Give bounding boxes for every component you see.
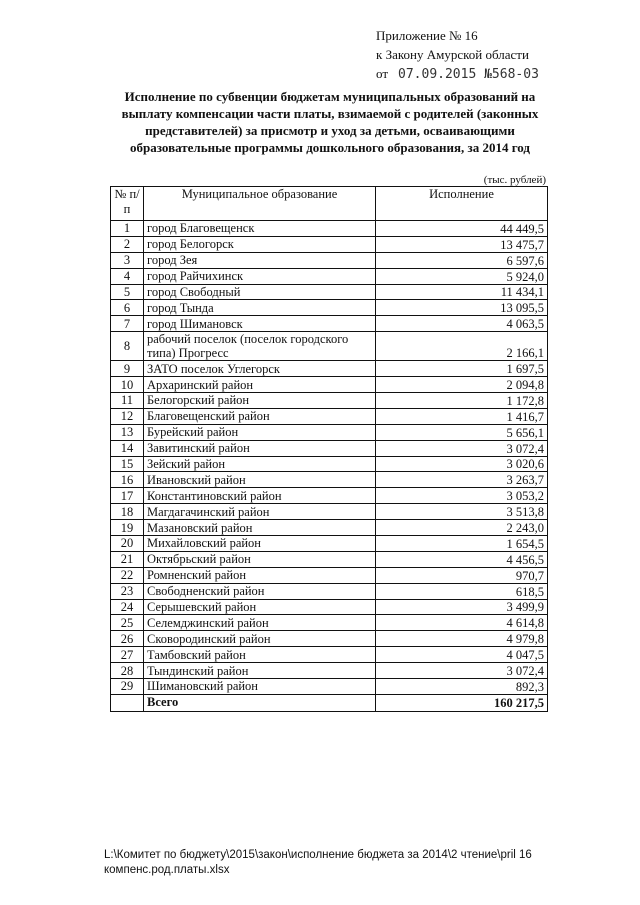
row-municipality: Белогорский район (144, 393, 376, 409)
row-number: 26 (111, 631, 144, 647)
row-municipality: Свободненский район (144, 583, 376, 599)
from-label: от (376, 66, 389, 81)
row-value: 4 979,8 (376, 631, 548, 647)
row-value: 3 020,6 (376, 456, 548, 472)
header-num: № п/п (111, 187, 144, 221)
table-row (111, 393, 548, 409)
row-value: 618,5 (376, 583, 548, 599)
row-number: 4 (111, 268, 144, 284)
table-row (111, 583, 548, 599)
row-number: 2 (111, 236, 144, 252)
row-municipality: Завитинский район (144, 440, 376, 456)
row-value: 6 597,6 (376, 252, 548, 268)
row-number: 13 (111, 424, 144, 440)
row-municipality: город Свободный (144, 284, 376, 300)
header-name: Муниципальное образование (144, 187, 376, 221)
row-number: 18 (111, 504, 144, 520)
row-municipality: город Райчихинск (144, 268, 376, 284)
row-number: 1 (111, 221, 144, 237)
row-value: 2 166,1 (376, 332, 548, 361)
row-value: 892,3 (376, 679, 548, 695)
table-row (111, 440, 548, 456)
table-row (111, 236, 548, 252)
header-value: Исполнение (376, 187, 548, 221)
table-row (111, 252, 548, 268)
table-row (111, 221, 548, 237)
row-number: 8 (111, 332, 144, 361)
table-row (111, 268, 548, 284)
row-number: 15 (111, 456, 144, 472)
total-value: 160 217,5 (376, 694, 548, 711)
row-municipality: Тындинский район (144, 663, 376, 679)
row-value: 4 614,8 (376, 615, 548, 631)
row-number: 16 (111, 472, 144, 488)
table-row (111, 332, 548, 361)
total-label: Всего (144, 694, 376, 711)
row-value: 3 263,7 (376, 472, 548, 488)
table-total-row (111, 694, 548, 711)
row-municipality: город Благовещенск (144, 221, 376, 237)
row-number: 28 (111, 663, 144, 679)
row-municipality: Шимановский район (144, 679, 376, 695)
row-number: 6 (111, 300, 144, 316)
table-row (111, 377, 548, 393)
row-value: 3 072,4 (376, 440, 548, 456)
row-value: 1 697,5 (376, 361, 548, 377)
row-municipality: Михайловский район (144, 536, 376, 552)
table-body (111, 221, 548, 712)
row-municipality: Благовещенский район (144, 408, 376, 424)
row-municipality: Октябрьский район (144, 551, 376, 567)
table-row (111, 551, 548, 567)
row-number: 22 (111, 567, 144, 583)
row-municipality: город Зея (144, 252, 376, 268)
total-num-cell (111, 694, 144, 711)
row-municipality: Бурейский район (144, 424, 376, 440)
row-value: 13 475,7 (376, 236, 548, 252)
appendix-date-line (376, 64, 539, 84)
table-row (111, 361, 548, 377)
table-row (111, 424, 548, 440)
row-value: 970,7 (376, 567, 548, 583)
row-municipality: Магдагачинский район (144, 504, 376, 520)
row-value: 3 513,8 (376, 504, 548, 520)
table-row (111, 472, 548, 488)
row-number: 23 (111, 583, 144, 599)
row-municipality: ЗАТО поселок Углегорск (144, 361, 376, 377)
row-value: 5 924,0 (376, 268, 548, 284)
row-municipality: Серышевский район (144, 599, 376, 615)
table-header-row (111, 187, 548, 221)
table-row (111, 456, 548, 472)
row-number: 24 (111, 599, 144, 615)
row-municipality: Константиновский район (144, 488, 376, 504)
table-row (111, 615, 548, 631)
table-row (111, 520, 548, 536)
appendix-header (376, 26, 539, 84)
date-stamp: 07.09.2015 №568-03 (398, 67, 539, 82)
row-value: 2 094,8 (376, 377, 548, 393)
footer-path: L:\Комитет по бюджету\2015\закон\исполнение бюджета за 2014\2 чтение\pril 16 (104, 849, 532, 861)
row-number: 29 (111, 679, 144, 695)
row-number: 21 (111, 551, 144, 567)
row-value: 1 654,5 (376, 536, 548, 552)
row-number: 25 (111, 615, 144, 631)
document-title: Исполнение по субвенции бюджетам муниципальных образований на выплату компенсации части платы, взимаемой с родителей (законных представителей) за присмотр и уход за детьми, осваивающими образовательные программы дошкольного образования, за 2014 год (121, 89, 539, 155)
row-value: 4 047,5 (376, 647, 548, 663)
row-value: 4 063,5 (376, 316, 548, 332)
row-number: 12 (111, 408, 144, 424)
row-value: 11 434,1 (376, 284, 548, 300)
row-value: 4 456,5 (376, 551, 548, 567)
row-number: 11 (111, 393, 144, 409)
table-row (111, 647, 548, 663)
row-municipality: город Белогорск (144, 236, 376, 252)
row-number: 20 (111, 536, 144, 552)
row-value: 3 072,4 (376, 663, 548, 679)
table-row (111, 567, 548, 583)
row-municipality: Селемджинский район (144, 615, 376, 631)
row-number: 9 (111, 361, 144, 377)
table-row (111, 316, 548, 332)
row-value: 13 095,5 (376, 300, 548, 316)
row-number: 17 (111, 488, 144, 504)
row-municipality: город Шимановск (144, 316, 376, 332)
table-row (111, 300, 548, 316)
table-row (111, 488, 548, 504)
row-number: 10 (111, 377, 144, 393)
row-value: 5 656,1 (376, 424, 548, 440)
budget-table (110, 186, 548, 712)
row-municipality: рабочий поселок (поселок городского типа) Прогресс (144, 332, 376, 361)
row-municipality: Сковородинский район (144, 631, 376, 647)
row-municipality: Зейский район (144, 456, 376, 472)
table-row (111, 631, 548, 647)
row-value: 2 243,0 (376, 520, 548, 536)
units-label: (тыс. рублей) (483, 174, 546, 186)
row-value: 3 053,2 (376, 488, 548, 504)
row-value: 1 416,7 (376, 408, 548, 424)
row-value: 3 499,9 (376, 599, 548, 615)
table-row (111, 663, 548, 679)
table-row (111, 679, 548, 695)
row-municipality: Мазановский район (144, 520, 376, 536)
row-municipality: Ивановский район (144, 472, 376, 488)
row-value: 1 172,8 (376, 393, 548, 409)
row-number: 14 (111, 440, 144, 456)
row-number: 19 (111, 520, 144, 536)
row-municipality: город Тында (144, 300, 376, 316)
table-row (111, 408, 548, 424)
row-municipality: Ромненский район (144, 567, 376, 583)
row-value: 44 449,5 (376, 221, 548, 237)
table-row (111, 599, 548, 615)
table-row (111, 504, 548, 520)
row-number: 5 (111, 284, 144, 300)
row-municipality: Тамбовский район (144, 647, 376, 663)
table-row (111, 536, 548, 552)
row-municipality: Архаринский район (144, 377, 376, 393)
row-number: 3 (111, 252, 144, 268)
table-row (111, 284, 548, 300)
file-path-footer (104, 848, 532, 878)
footer-filename: компенс.род.платы.xlsx (104, 864, 230, 876)
appendix-law: к Закону Амурской области (376, 47, 529, 62)
row-number: 7 (111, 316, 144, 332)
appendix-number: Приложение № 16 (376, 28, 478, 43)
row-number: 27 (111, 647, 144, 663)
